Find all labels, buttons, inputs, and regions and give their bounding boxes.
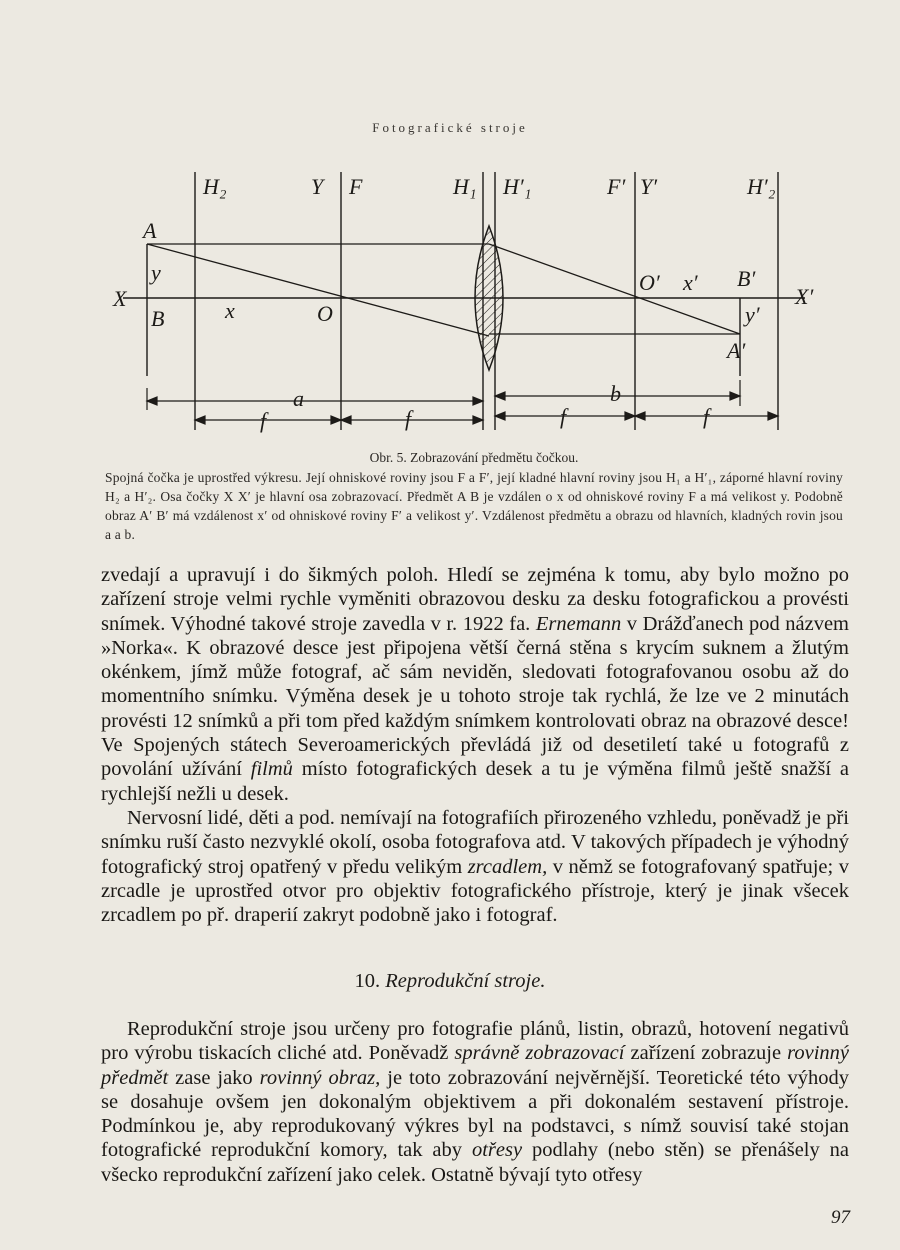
label-f-4: f — [703, 404, 710, 429]
body-text — [101, 563, 849, 927]
paragraph-3-italic-b: správně zobrazovací — [454, 1042, 625, 1065]
label-y: y — [151, 260, 161, 285]
label-y-prime: y′ — [745, 302, 760, 327]
label-B-prime: B′ — [737, 266, 756, 291]
label-f-3: f — [560, 404, 567, 429]
label-X: X — [113, 286, 127, 311]
label-x-prime: x′ — [683, 270, 698, 295]
label-Y-prime: Y′ — [640, 174, 658, 199]
lens-diagram-svg — [105, 158, 835, 448]
figure-caption — [105, 448, 843, 544]
label-H2: H₂ — [203, 174, 227, 199]
paragraph-2 — [101, 806, 849, 927]
label-Y: Y — [311, 174, 324, 199]
paragraph-3-text-a: Reprodukční stroje jsou určeny pro fotografie plánů, listin, obrazů, hotovení negativů pro výrobu tiskacích cliché atd. Poněvadž — [101, 1018, 849, 1065]
label-a: a — [293, 386, 304, 411]
lens-diagram — [105, 158, 835, 448]
paragraph-3 — [101, 1017, 849, 1187]
section-number: 10. — [354, 970, 381, 992]
label-A-prime: A′ — [727, 338, 746, 363]
paragraph-2-text-a: Nervosní lidé, děti a pod. nemívají na fotografiích přirozeného vzhledu, poněvadž je při snímku ruší často nezvyklé okolí, osoba fotografova atd. V takových případech je výhodný fotografický stroj opatřený v předu velikým — [101, 806, 849, 878]
paragraph-1-italic-ernemann: Ernemann — [535, 612, 622, 635]
paragraph-1-text-a: zvedají a upravují i do šikmých poloh. Hledí se zejména k tomu, aby bylo možno po zařízení stroje velmi rychle vyměniti obrazovou desku za desku fotografickou a provésti snímek. Výhodné takové stroje zavedla v r. 1922 fa. — [101, 564, 849, 635]
paragraph-3-text-i: podlahy (nebo stěn) se přenášely na všecko reprodukční zařízení jako celek. Ostatně bývají tyto otřesy — [101, 1139, 849, 1186]
section-heading — [0, 970, 900, 993]
label-O-prime: O′ — [639, 270, 660, 295]
label-b: b — [610, 381, 621, 406]
running-head: Fotografické stroje — [372, 120, 528, 135]
label-X-prime: X′ — [795, 284, 814, 309]
paragraph-2-text-c: v němž se fotografovaný spatřuje; v zrcadle je uprostřed otvor pro objektiv fotografického přístroje, který je jinak všecek zrcadlem po př. draperií zakryt podobně jako i fotograf. — [101, 855, 849, 927]
caption-title: Obr. 5. Zobrazování předmětu čočkou. — [369, 450, 579, 465]
paragraph-3-text-g: je toto zobrazování nejvěrnější. Teoretické této výhody se dosahuje ovšem jen dokonalým objektivem a při dokonalém sestavení přístroje. Podmínkou je, aby reprodukovaný výkres byl na podstavci, s nímž souvisí také stojan fotografické reprodukční komory, tak aby — [101, 1066, 849, 1162]
label-F: F — [349, 174, 363, 199]
label-H1-prime: H′₁ — [503, 174, 532, 199]
body-text-section — [101, 1017, 849, 1187]
label-O: O — [317, 301, 333, 326]
label-f-2: f — [405, 406, 412, 431]
label-F-prime: F′ — [607, 174, 626, 199]
paragraph-3-text-e: zase jako — [168, 1066, 260, 1089]
page-number: 97 — [831, 1207, 850, 1228]
section-title: Reprodukční stroje. — [385, 970, 546, 992]
caption-text: Spojná čočka je uprostřed výkresu. Její ohniskové roviny jsou F a F′, její kladné hlavní roviny jsou H₁ a H′₁, záporné hlavní roviny H₂ a H′₂. Osa čočky X X′ je hlavní osa zobrazovací. Předmět A B je vzdálen o x od ohniskové roviny F a má velikost y. Podobně obraz A′ B′ má vzdálenost x′ od ohniskové roviny F′ a velikost y′. Vzdálenost předmětu a obrazu od hlavních, kladných rovin jsou a a b. — [105, 470, 843, 542]
paragraph-3-text-c: zařízení zobrazuje — [624, 1042, 788, 1065]
dimension-lines — [147, 380, 778, 424]
ray-refracted — [489, 244, 740, 334]
paragraph-1 — [101, 563, 849, 806]
label-H2-prime: H′₂ — [747, 174, 776, 199]
paragraph-1-text-c: v Drážďanech pod názvem »Norka«. K obrazové desce jest připojena větší černá stěna s krycím suknem a žlutým okénkem, jímž může fotograf, ač sám neviděn, sledovati fotografovanou osobu až do momentního snímku. Výměna desek je u tohoto stroje tak rychlá, že lze ve 2 minutách provésti 12 snímků a při tom před každým snímkem kontrolovati obraz na obrazové desce! Ve Spojených státech Severoamerických převládá již od desetiletí také u fotografů z povolání užívání — [101, 612, 850, 781]
paragraph-1-italic-filmu: filmů — [250, 758, 293, 781]
paragraph-1-text-e: místo fotografických desek a tu je výměna filmů ještě snažší a rychlejší nežli u desek. — [101, 758, 849, 805]
paragraph-2-italic-zrcadlem: zrcadlem, — [467, 855, 548, 878]
label-B: B — [151, 306, 165, 331]
label-H1: H₁ — [453, 174, 477, 199]
paragraph-3-italic-h: otřesy — [471, 1139, 523, 1162]
label-A: A — [143, 218, 157, 243]
label-x: x — [225, 298, 235, 323]
label-f-1: f — [260, 408, 267, 433]
paragraph-3-italic-f: rovinný obraz, — [259, 1066, 381, 1089]
paragraph-3-italic-d: rovinný předmět — [101, 1042, 850, 1089]
